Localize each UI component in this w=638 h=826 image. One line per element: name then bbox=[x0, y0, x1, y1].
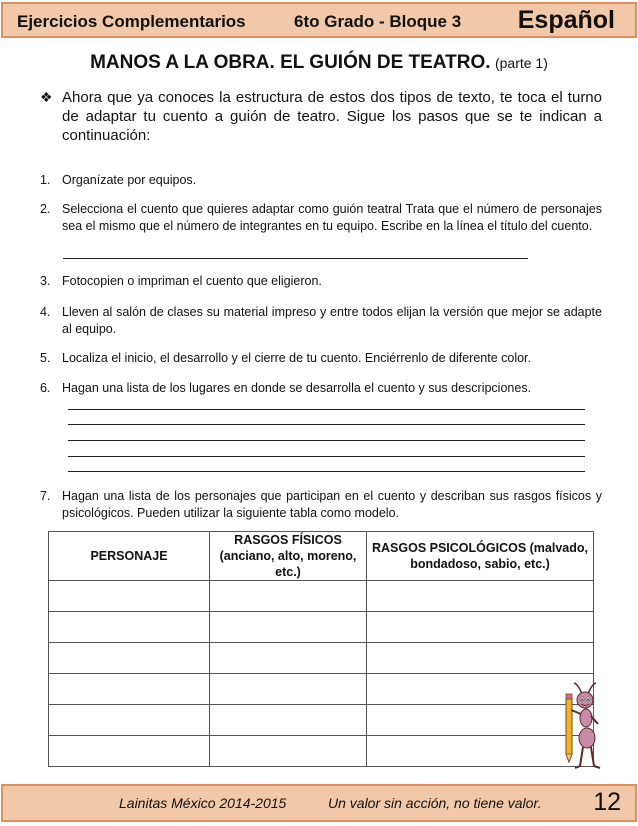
table-cell[interactable] bbox=[367, 612, 594, 643]
title-main: MANOS A LA OBRA. EL GUIÓN DE TEATRO. bbox=[90, 52, 491, 73]
step-1 bbox=[40, 172, 602, 189]
table-cell[interactable] bbox=[49, 612, 210, 643]
step-4 bbox=[40, 304, 602, 338]
diamond-bullet-icon: ❖ bbox=[40, 89, 53, 105]
step-3 bbox=[40, 273, 602, 290]
table-row bbox=[49, 643, 594, 674]
step-text: Fotocopien o impriman el cuento que eligieron. bbox=[62, 274, 322, 288]
places-answer-line[interactable] bbox=[68, 440, 585, 441]
step-text: Hagan una lista de los personajes que participan en el cuento y describan sus rasgos físicos y psicológicos. Pueden utilizar la siguiente tabla como modelo. bbox=[62, 489, 602, 520]
places-answer-line[interactable] bbox=[68, 471, 585, 472]
page-header bbox=[1, 2, 637, 38]
step-7 bbox=[40, 488, 602, 522]
step-number: 4. bbox=[40, 305, 51, 319]
footer-motto: Un valor sin acción, no tiene valor. bbox=[328, 795, 542, 811]
intro-text: Ahora que ya conoces la estructura de estos dos tipos de texto, te toca el turno de adaptar tu cuento a guión de teatro. Sigue los pasos que se te indican a continuación: bbox=[62, 89, 602, 144]
page-title bbox=[0, 52, 638, 74]
table-cell[interactable] bbox=[210, 674, 367, 705]
places-answer-line[interactable] bbox=[68, 456, 585, 457]
intro-paragraph bbox=[40, 88, 602, 145]
title-part: (parte 1) bbox=[494, 55, 548, 71]
step-number: 6. bbox=[40, 381, 51, 395]
table-cell[interactable] bbox=[49, 736, 210, 767]
ant-with-pencil-illustration bbox=[556, 680, 608, 772]
step-text: Lleven al salón de clases su material impreso y entre todos elijan la versión que mejor se adapte al equipo. bbox=[62, 305, 602, 336]
table-cell[interactable] bbox=[210, 705, 367, 736]
step-number: 3. bbox=[40, 274, 51, 288]
header-subject: Español bbox=[517, 6, 615, 34]
table-row bbox=[49, 705, 594, 736]
table-cell[interactable] bbox=[210, 581, 367, 612]
table-cell[interactable] bbox=[49, 705, 210, 736]
step-text: Hagan una lista de los lugares en donde se desarrolla el cuento y sus descripciones. bbox=[62, 381, 532, 395]
table-cell[interactable] bbox=[49, 581, 210, 612]
col-header-psychological-traits: RASGOS PSICOLÓGICOS (malvado, bondadoso, sabio, etc.) bbox=[367, 532, 594, 581]
page-footer bbox=[1, 784, 637, 822]
table-row bbox=[49, 581, 594, 612]
table-cell[interactable] bbox=[367, 581, 594, 612]
places-answer-line[interactable] bbox=[68, 409, 585, 410]
step-number: 5. bbox=[40, 351, 51, 365]
table-cell[interactable] bbox=[210, 612, 367, 643]
header-grade-block: 6to Grado - Bloque 3 bbox=[294, 12, 462, 31]
step-number: 2. bbox=[40, 202, 51, 216]
col-header-physical-traits: RASGOS FÍSICOS (anciano, alto, moreno, etc.) bbox=[210, 532, 367, 581]
table-row bbox=[49, 674, 594, 705]
characters-table bbox=[48, 531, 594, 767]
step-2 bbox=[40, 201, 602, 235]
table-cell[interactable] bbox=[367, 643, 594, 674]
step-text: Organízate por equipos. bbox=[62, 173, 197, 187]
col-header-character: PERSONAJE bbox=[49, 532, 210, 581]
step-6 bbox=[40, 380, 602, 397]
places-answer-line[interactable] bbox=[68, 424, 585, 425]
step-text: Selecciona el cuento que quieres adaptar como guión teatral Trata que el número de personajes sea el mismo que el número de integrantes en tu equipo. Escribe en la línea el título del cuento. bbox=[62, 202, 602, 233]
header-subject-series: Ejercicios Complementarios bbox=[17, 12, 246, 31]
table-cell[interactable] bbox=[49, 674, 210, 705]
title-answer-line[interactable] bbox=[63, 258, 528, 259]
table-cell[interactable] bbox=[210, 736, 367, 767]
table-row bbox=[49, 612, 594, 643]
footer-credit: Lainitas México 2014-2015 bbox=[119, 795, 287, 811]
table-row bbox=[49, 736, 594, 767]
table-cell[interactable] bbox=[49, 643, 210, 674]
step-5 bbox=[40, 350, 602, 367]
step-text: Localiza el inicio, el desarrollo y el cierre de tu cuento. Enciérrenlo de diferente color. bbox=[62, 351, 532, 365]
table-cell[interactable] bbox=[210, 643, 367, 674]
step-number: 7. bbox=[40, 489, 51, 503]
page-number: 12 bbox=[593, 788, 621, 816]
table-header-row bbox=[49, 532, 594, 581]
step-number: 1. bbox=[40, 173, 51, 187]
